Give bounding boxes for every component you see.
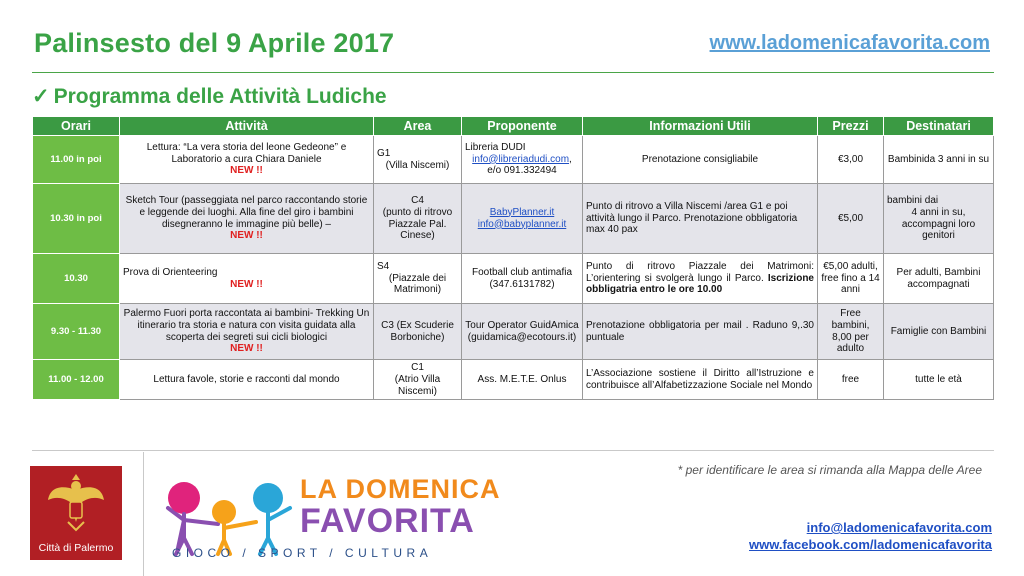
time-cell: 11.00 in poi: [33, 136, 120, 184]
activity-cell: [120, 254, 374, 304]
footer-vertical-divider: [143, 452, 144, 576]
activity-cell: [120, 136, 374, 184]
activity-text: Palermo Fuori porta raccontata ai bambini- Trekking Un itinerario tra storia e natura con visita guidata alla scoperta dei segreti sui cicli biologici: [123, 307, 370, 343]
column-header-prezzi: Prezzi: [818, 117, 884, 136]
proposer-email-link[interactable]: info@libreriadudi.com: [472, 153, 570, 165]
city-crest-logo: [30, 466, 122, 560]
table-row: [33, 360, 994, 400]
activity-cell: [120, 304, 374, 360]
area-code: C1: [411, 362, 424, 373]
area-cell: [374, 360, 462, 400]
table-row: [33, 254, 994, 304]
footnote: * per identificare le area si rimanda alla Mappa delle Aree: [677, 463, 982, 477]
activity-text: Prova di Orienteering: [123, 266, 218, 278]
new-badge: NEW !!: [230, 278, 263, 290]
target-cell: Famiglie con Bambini: [884, 304, 994, 360]
section-title: Programma delle Attività Ludiche: [53, 85, 387, 108]
area-code: C4: [411, 194, 424, 206]
target-cell: Bambinida 3 anni in su: [884, 136, 994, 184]
activity-text: Sketch Tour (passeggiata nel parco raccontando storie e leggende dei luoghi. Alla fine del giro i bambini disegneranno le immagine più belle) –: [125, 194, 368, 230]
facebook-link[interactable]: www.facebook.com/ladomenicafavorita: [749, 537, 992, 552]
price-cell: €3,00: [818, 136, 884, 184]
time-cell: 9.30 - 11.30: [33, 304, 120, 360]
target-line: 4 anni in su, accompagni loro genitori: [901, 206, 976, 242]
info-cell: Punto di ritrovo a Villa Niscemi /area G1 e poi attività lungo il Parco. Prenotazione obbligatoria max 40 pax: [583, 184, 818, 254]
column-header-area: Area: [374, 117, 462, 136]
column-header-informazioni: Informazioni Utili: [583, 117, 818, 136]
proposer-cell: [462, 136, 583, 184]
section-heading: [32, 84, 387, 109]
area-place: (Piazzale dei Matrimoni): [388, 272, 447, 296]
area-cell: [374, 254, 462, 304]
info-cell: [583, 254, 818, 304]
proposer-site-link[interactable]: BabyPlanner.it: [489, 206, 555, 218]
area-code: S4: [377, 260, 390, 272]
target-cell: Per adulti, Bambini accompagnati: [884, 254, 994, 304]
contact-email-link[interactable]: info@ladomenicafavorita.com: [806, 520, 992, 535]
new-badge: NEW !!: [230, 230, 263, 242]
info-cell: Prenotazione obbligatoria per mail . Raduno 9,.30 puntuale: [583, 304, 818, 360]
city-label: Città di Palermo: [38, 542, 114, 554]
table-header-row: [33, 117, 994, 136]
price-cell: €5,00: [818, 184, 884, 254]
proposer-name: Libreria DUDI: [465, 141, 526, 153]
target-line: bambini dai: [887, 194, 939, 206]
proposer-email-link[interactable]: info@babyplanner.it: [477, 218, 567, 230]
logo-text-line2: FAVORITA: [300, 502, 475, 540]
column-header-orari: Orari: [33, 117, 120, 136]
area-cell: C3 (Ex Scuderie Borboniche): [374, 304, 462, 360]
table-row: [33, 304, 994, 360]
info-cell: L’Associazione sostiene il Diritto all’Istruzione e contribuisce all’Alfabetizzazione Sociale nel Mondo: [583, 360, 818, 400]
area-place: (Villa Niscemi): [385, 159, 450, 171]
time-cell: 10.30: [33, 254, 120, 304]
header-divider: [32, 72, 994, 73]
new-badge: NEW !!: [230, 343, 263, 355]
info-cell: Prenotazione consigliabile: [583, 136, 818, 184]
activity-cell: Lettura favole, storie e racconti dal mondo: [120, 360, 374, 400]
schedule-table: [32, 116, 994, 400]
target-cell: tutte le età: [884, 360, 994, 400]
proposer-cell: Football club antimafia (347.6131782): [462, 254, 583, 304]
area-place: (punto di ritrovo Piazzale Pal. Cinese): [382, 206, 453, 242]
logo-text-line1: LA DOMENICA: [300, 474, 501, 504]
table-row: [33, 184, 994, 254]
children-figures-icon: [160, 468, 300, 558]
area-code: G1: [377, 147, 391, 159]
proposer-cell: Tour Operator GuidAmica (guidamica@ecotours.it): [462, 304, 583, 360]
column-header-proponente: Proponente: [462, 117, 583, 136]
column-header-attivita: Attività: [120, 117, 374, 136]
info-text: Punto di ritrovo Piazzale dei Matrimoni: L’orientering si svolgerà lungo il Parco.: [586, 260, 814, 284]
logo-tagline: GIOCO / SPORT / CULTURA: [172, 546, 433, 560]
area-cell: [374, 136, 462, 184]
activity-cell: [120, 184, 374, 254]
target-cell: [884, 184, 994, 254]
column-header-destinatari: Destinatari: [884, 117, 994, 136]
price-cell: €5,00 adulti, free fino a 14 anni: [818, 254, 884, 304]
time-cell: 10.30 in poi: [33, 184, 120, 254]
eagle-crest-icon: [30, 466, 122, 538]
table-row: [33, 136, 994, 184]
proposer-phone: , e/o 091.332494: [487, 153, 572, 177]
website-link[interactable]: www.ladomenicafavorita.com: [709, 32, 990, 54]
price-cell: free: [818, 360, 884, 400]
page-title: Palinsesto del 9 Aprile 2017: [34, 28, 395, 58]
proposer-cell: [462, 184, 583, 254]
check-icon: ✓: [32, 85, 50, 108]
area-place: (Atrio Villa Niscemi): [394, 373, 441, 397]
footer-divider: [32, 450, 994, 451]
proposer-cell: Ass. M.E.T.E. Onlus: [462, 360, 583, 400]
area-cell: [374, 184, 462, 254]
time-cell: 11.00 - 12.00: [33, 360, 120, 400]
info-bold-text: Iscrizione obbligatria entro le ore 10.00: [586, 272, 814, 296]
activity-text: Lettura: “La vera storia del leone Gedeone” e Laboratorio a cura Chiara Daniele: [146, 141, 347, 165]
price-cell: Free bambini, 8,00 per adulto: [818, 304, 884, 360]
new-badge: NEW !!: [230, 165, 263, 177]
